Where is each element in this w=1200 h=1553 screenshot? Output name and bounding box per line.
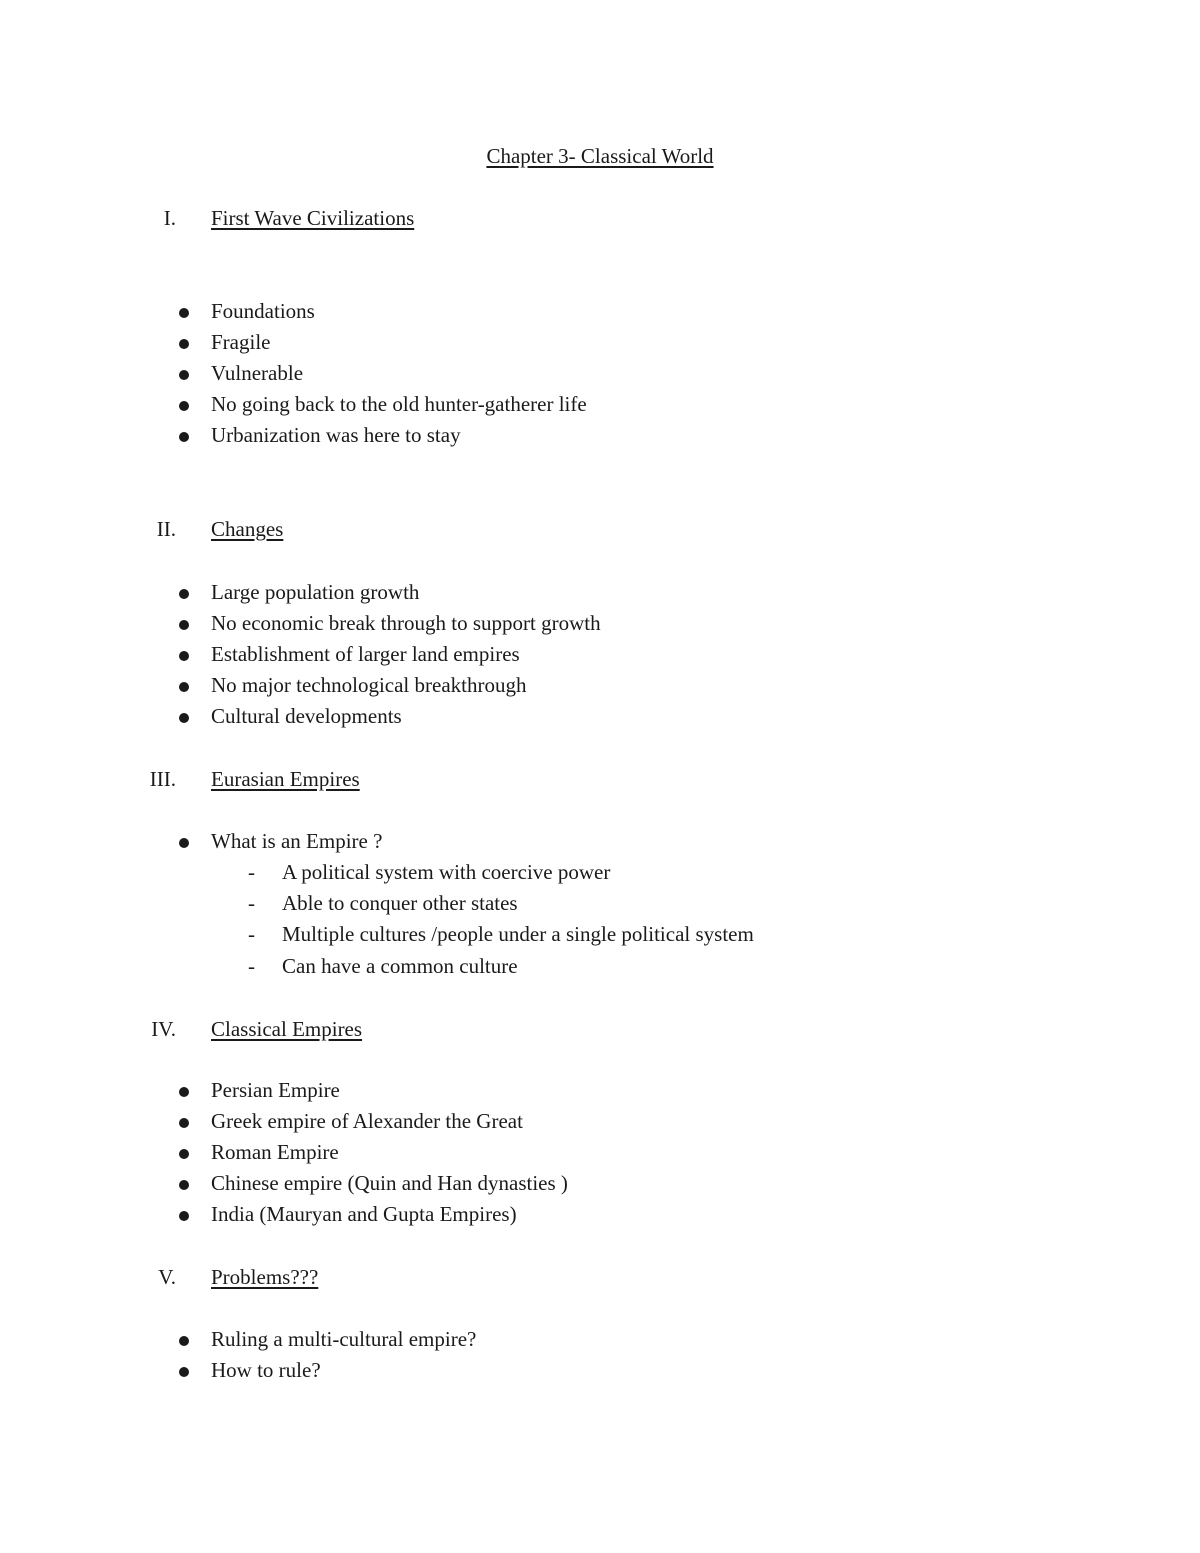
list-item: Vulnerable <box>211 361 304 385</box>
bullet-icon <box>179 308 189 318</box>
list-item: Chinese empire (Quin and Han dynasties ) <box>211 1171 568 1195</box>
bullet-icon <box>179 432 189 442</box>
list-item: No going back to the old hunter-gatherer life <box>211 392 587 416</box>
bullet-icon <box>179 339 189 349</box>
list-item: Urbanization was here to stay <box>211 423 461 447</box>
sub-list-item: Multiple cultures /people under a single political system <box>282 922 754 946</box>
bullet-icon <box>179 1180 189 1190</box>
sub-list-item: Can have a common culture <box>282 954 518 978</box>
bullet-icon <box>179 713 189 723</box>
section-numeral: I. <box>163 206 176 230</box>
sub-list-item: A political system with coercive power <box>282 860 611 884</box>
bullet-icon <box>179 682 189 692</box>
list-item: Fragile <box>211 330 271 354</box>
bullet-icon <box>179 401 189 411</box>
section-heading: Eurasian Empires <box>211 767 360 791</box>
bullet-icon <box>179 620 189 630</box>
section-heading: Classical Empires <box>211 1017 363 1041</box>
bullet-icon <box>179 838 189 848</box>
list-item: No major technological breakthrough <box>211 673 527 697</box>
list-item: Roman Empire <box>211 1140 339 1164</box>
dash-marker: - <box>248 922 255 946</box>
bullet-icon <box>179 370 189 380</box>
section-numeral: V. <box>158 1265 176 1289</box>
dash-marker: - <box>248 891 255 915</box>
page-title: Chapter 3- Classical World <box>486 144 714 168</box>
list-item: How to rule? <box>211 1358 321 1382</box>
bullet-icon <box>179 1211 189 1221</box>
dash-marker: - <box>248 860 255 884</box>
list-item: Persian Empire <box>211 1078 340 1102</box>
bullet-icon <box>179 651 189 661</box>
list-item: Cultural developments <box>211 704 402 728</box>
bullet-icon <box>179 1336 189 1346</box>
list-item: Large population growth <box>211 580 420 604</box>
bullet-icon <box>179 1149 189 1159</box>
list-item: What is an Empire ? <box>211 829 383 853</box>
bullet-icon <box>179 1367 189 1377</box>
bullet-icon <box>179 1087 189 1097</box>
sub-list-item: Able to conquer other states <box>282 891 518 915</box>
list-item: No economic break through to support growth <box>211 611 601 635</box>
list-item: Foundations <box>211 299 315 323</box>
list-item: Greek empire of Alexander the Great <box>211 1109 523 1133</box>
dash-marker: - <box>248 954 255 978</box>
section-numeral: II. <box>156 517 176 541</box>
bullet-icon <box>179 589 189 599</box>
section-numeral: III. <box>149 767 176 791</box>
list-item: Establishment of larger land empires <box>211 642 520 666</box>
list-item: India (Mauryan and Gupta Empires) <box>211 1202 517 1226</box>
bullet-icon <box>179 1118 189 1128</box>
section-heading: First Wave Civilizations <box>211 206 415 230</box>
list-item: Ruling a multi-cultural empire? <box>211 1327 477 1351</box>
section-numeral: IV. <box>151 1017 176 1041</box>
section-heading: Problems??? <box>211 1265 319 1289</box>
section-heading: Changes <box>211 517 284 541</box>
